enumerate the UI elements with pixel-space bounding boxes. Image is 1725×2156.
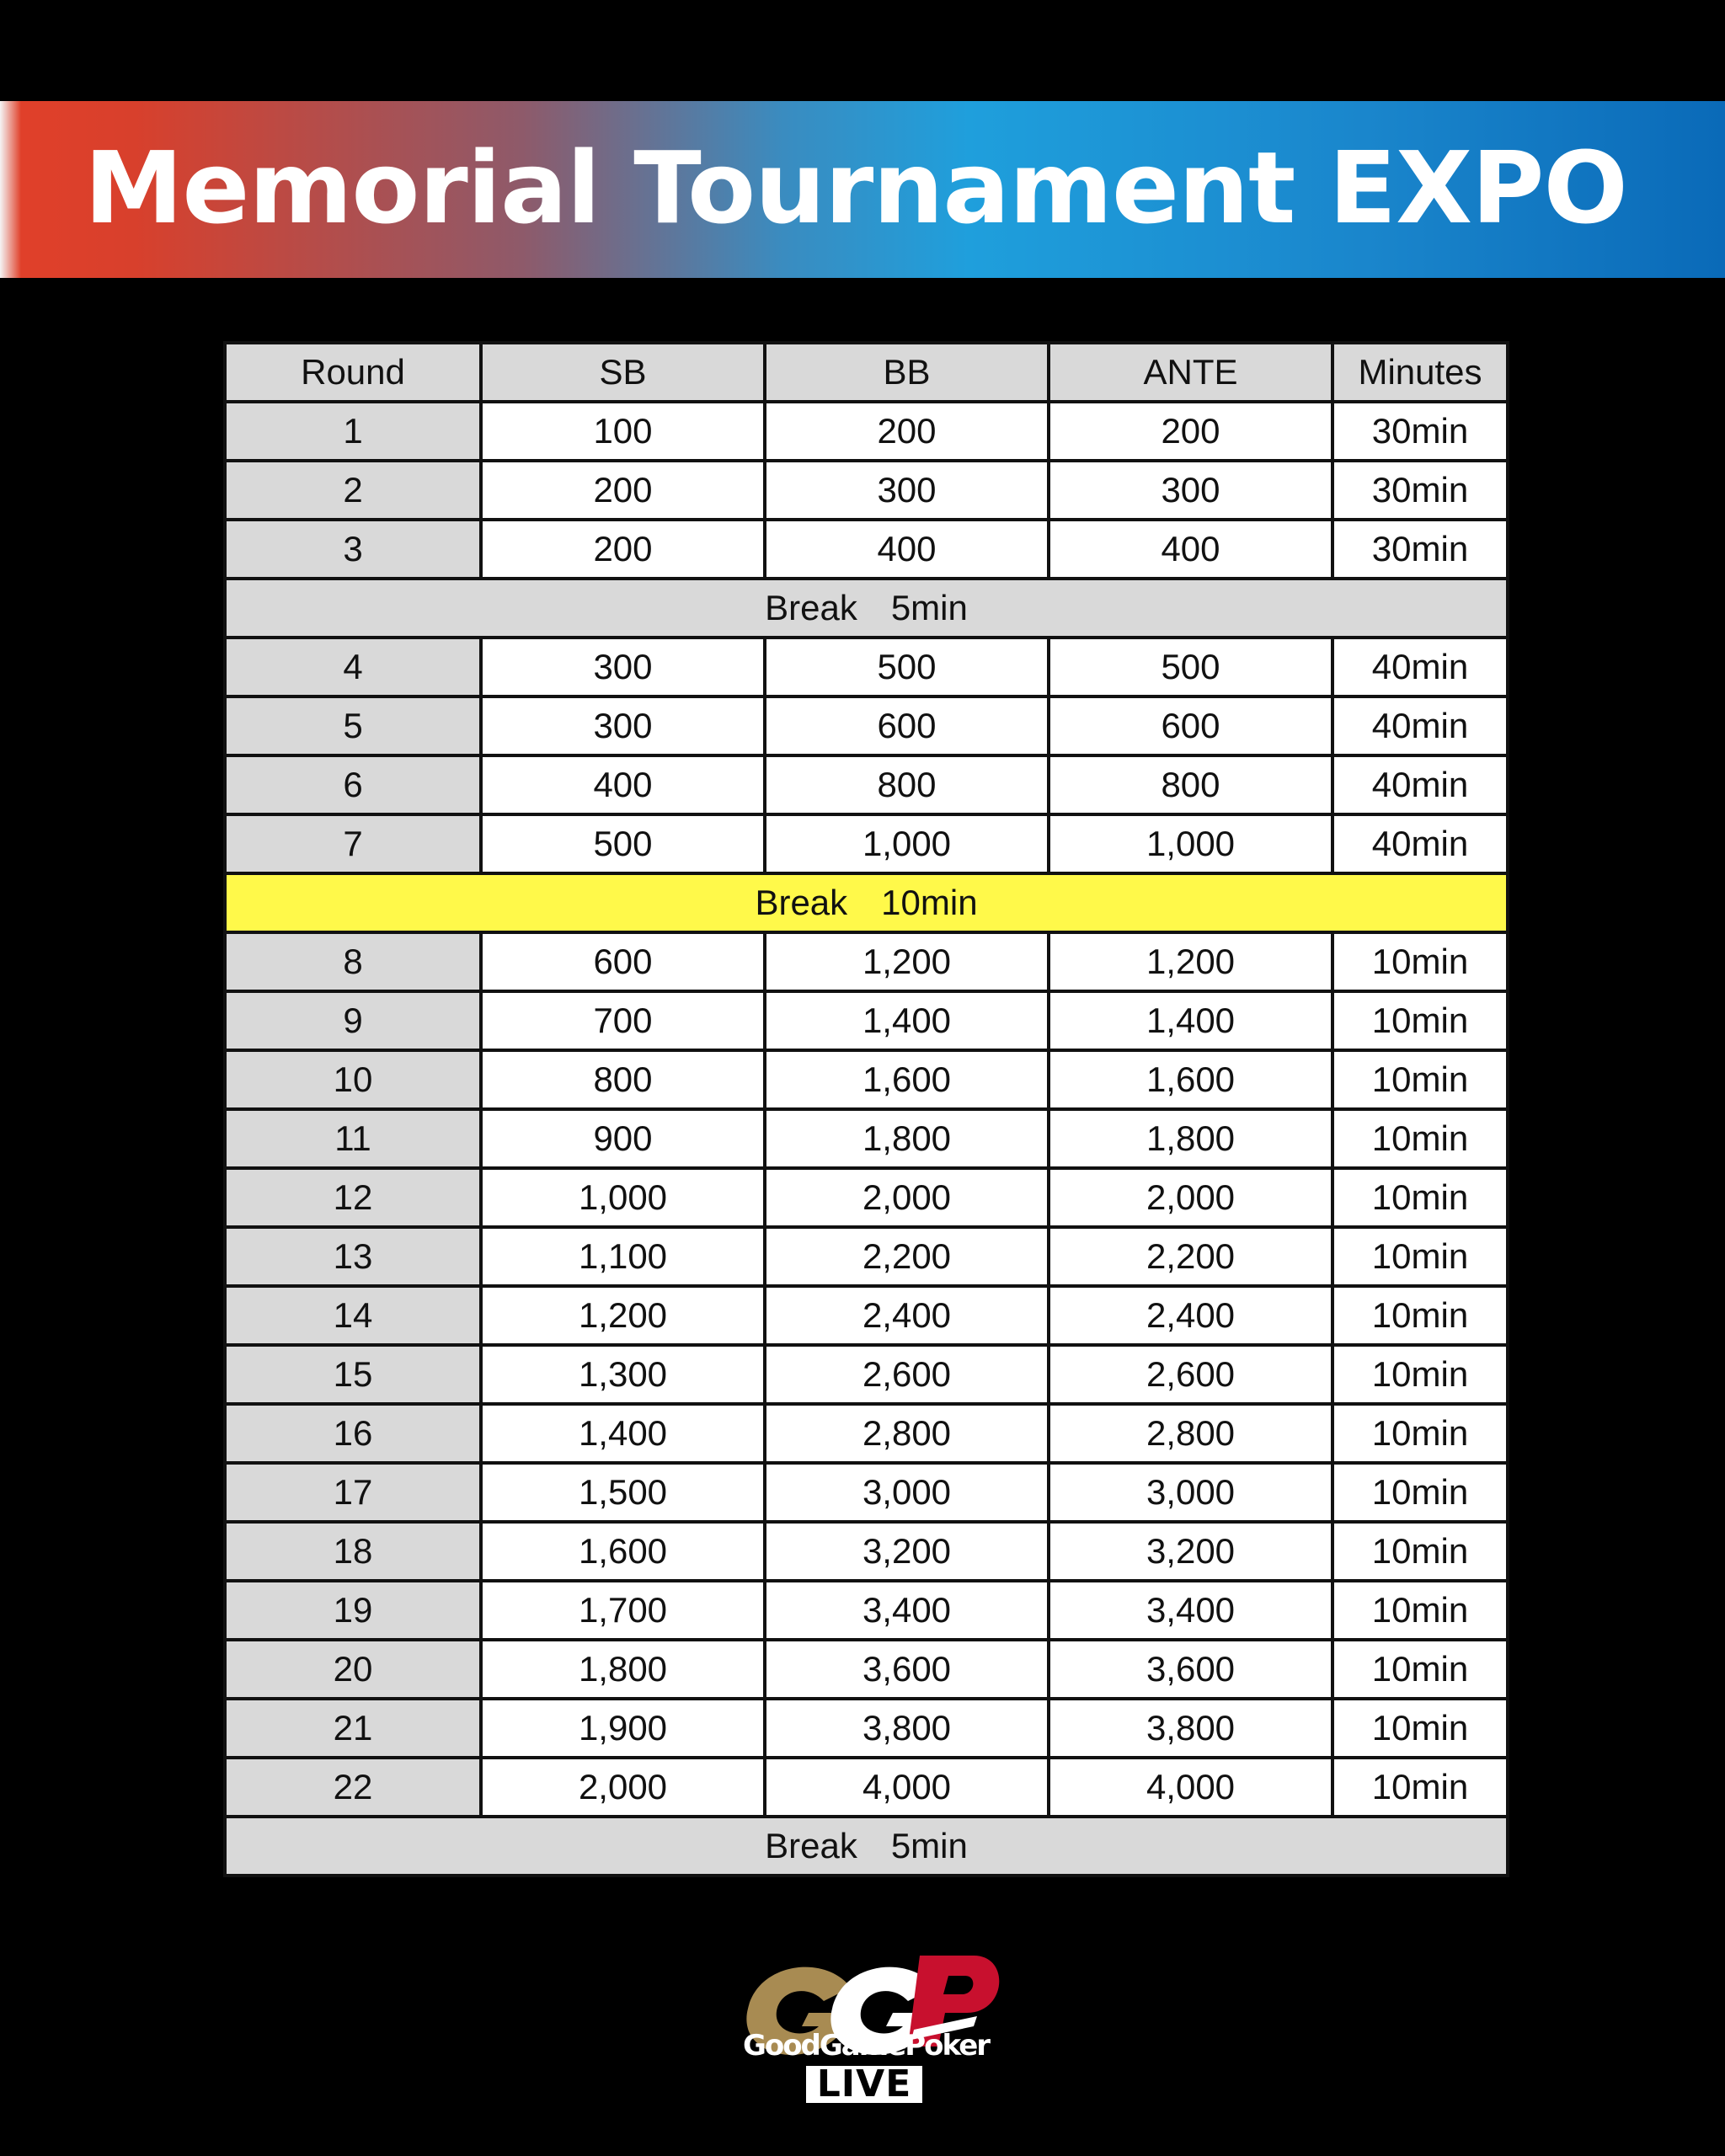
sb-cell: 700: [481, 991, 765, 1050]
bb-cell: 300: [765, 461, 1049, 520]
ante-cell: 4,000: [1049, 1758, 1332, 1817]
round-cell: 19: [225, 1581, 481, 1640]
ante-cell: 2,000: [1049, 1168, 1332, 1227]
round-cell: 16: [225, 1404, 481, 1463]
round-cell: 9: [225, 991, 481, 1050]
ante-cell: 300: [1049, 461, 1332, 520]
ante-cell: 1,800: [1049, 1109, 1332, 1168]
level-row: [225, 1286, 1508, 1345]
minutes-cell: 10min: [1332, 1109, 1508, 1168]
ante-cell: 3,600: [1049, 1640, 1332, 1699]
bb-cell: 500: [765, 638, 1049, 696]
bb-cell: 4,000: [765, 1758, 1049, 1817]
level-row: [225, 1168, 1508, 1227]
sb-cell: 500: [481, 814, 765, 873]
round-cell: 7: [225, 814, 481, 873]
ante-cell: 1,000: [1049, 814, 1332, 873]
bb-cell: 3,400: [765, 1581, 1049, 1640]
bb-cell: 400: [765, 520, 1049, 579]
sb-cell: 1,600: [481, 1522, 765, 1581]
level-row: [225, 1758, 1508, 1817]
minutes-cell: 10min: [1332, 1050, 1508, 1109]
level-row: [225, 520, 1508, 579]
round-cell: 8: [225, 932, 481, 991]
sb-cell: 1,500: [481, 1463, 765, 1522]
minutes-cell: 10min: [1332, 1227, 1508, 1286]
ante-cell: 3,200: [1049, 1522, 1332, 1581]
break-duration: 5min: [890, 588, 968, 627]
break-cell: [225, 1817, 1508, 1876]
round-cell: 17: [225, 1463, 481, 1522]
level-row: [225, 638, 1508, 696]
level-row: [225, 755, 1508, 814]
round-cell: 12: [225, 1168, 481, 1227]
level-row: [225, 1463, 1508, 1522]
level-row: [225, 696, 1508, 755]
sb-cell: 1,400: [481, 1404, 765, 1463]
break-row: [225, 873, 1508, 932]
ante-cell: 2,200: [1049, 1227, 1332, 1286]
level-row: [225, 1522, 1508, 1581]
round-cell: 1: [225, 402, 481, 461]
level-row: [225, 1640, 1508, 1699]
sb-cell: 200: [481, 461, 765, 520]
round-cell: 20: [225, 1640, 481, 1699]
blind-structure-table: [223, 341, 1509, 1877]
minutes-cell: 10min: [1332, 1640, 1508, 1699]
ante-cell: 200: [1049, 402, 1332, 461]
sb-cell: 1,700: [481, 1581, 765, 1640]
bb-cell: 3,000: [765, 1463, 1049, 1522]
minutes-cell: 30min: [1332, 402, 1508, 461]
bb-cell: 1,800: [765, 1109, 1049, 1168]
round-cell: 13: [225, 1227, 481, 1286]
break-row: [225, 1817, 1508, 1876]
round-cell: 14: [225, 1286, 481, 1345]
level-row: [225, 932, 1508, 991]
bb-cell: 600: [765, 696, 1049, 755]
logo-wordmark: GoodGamePoker: [742, 2029, 990, 2063]
level-row: [225, 991, 1508, 1050]
minutes-cell: 10min: [1332, 1463, 1508, 1522]
ante-cell: 1,400: [1049, 991, 1332, 1050]
level-row: [225, 1345, 1508, 1404]
sb-cell: 1,100: [481, 1227, 765, 1286]
header-sb: SB: [481, 343, 765, 402]
ante-cell: 600: [1049, 696, 1332, 755]
bb-cell: 1,000: [765, 814, 1049, 873]
minutes-cell: 10min: [1332, 991, 1508, 1050]
ante-cell: 1,600: [1049, 1050, 1332, 1109]
level-row: [225, 1404, 1508, 1463]
bb-cell: 1,600: [765, 1050, 1049, 1109]
page-title: Memorial Tournament EXPO: [84, 130, 1627, 246]
level-row: [225, 402, 1508, 461]
header-ante: ANTE: [1049, 343, 1332, 402]
level-row: [225, 1109, 1508, 1168]
bb-cell: 2,600: [765, 1345, 1049, 1404]
level-row: [225, 1699, 1508, 1758]
level-row: [225, 1050, 1508, 1109]
bb-cell: 2,800: [765, 1404, 1049, 1463]
ante-cell: 3,000: [1049, 1463, 1332, 1522]
break-duration: 10min: [881, 883, 978, 922]
round-cell: 18: [225, 1522, 481, 1581]
ante-cell: 500: [1049, 638, 1332, 696]
minutes-cell: 10min: [1332, 1699, 1508, 1758]
minutes-cell: 40min: [1332, 814, 1508, 873]
ante-cell: 1,200: [1049, 932, 1332, 991]
round-cell: 5: [225, 696, 481, 755]
bb-cell: 800: [765, 755, 1049, 814]
minutes-cell: 10min: [1332, 1522, 1508, 1581]
level-row: [225, 1227, 1508, 1286]
sb-cell: 2,000: [481, 1758, 765, 1817]
minutes-cell: 30min: [1332, 461, 1508, 520]
table-header-row: [225, 343, 1508, 402]
break-duration: 5min: [890, 1826, 968, 1865]
sb-cell: 300: [481, 696, 765, 755]
ante-cell: 3,400: [1049, 1581, 1332, 1640]
bb-cell: 3,600: [765, 1640, 1049, 1699]
round-cell: 4: [225, 638, 481, 696]
level-row: [225, 1581, 1508, 1640]
round-cell: 15: [225, 1345, 481, 1404]
level-row: [225, 461, 1508, 520]
break-label: Break: [755, 883, 848, 922]
sb-cell: 100: [481, 402, 765, 461]
title-banner: [0, 101, 1725, 278]
ante-cell: 400: [1049, 520, 1332, 579]
break-label: Break: [765, 1826, 857, 1865]
live-badge: LIVE: [804, 2063, 925, 2105]
sb-cell: 1,800: [481, 1640, 765, 1699]
round-cell: 21: [225, 1699, 481, 1758]
minutes-cell: 10min: [1332, 932, 1508, 991]
ante-cell: 2,600: [1049, 1345, 1332, 1404]
round-cell: 6: [225, 755, 481, 814]
sb-cell: 1,200: [481, 1286, 765, 1345]
sb-cell: 400: [481, 755, 765, 814]
break-label: Break: [765, 588, 857, 627]
sb-cell: 600: [481, 932, 765, 991]
minutes-cell: 10min: [1332, 1286, 1508, 1345]
sb-cell: 1,000: [481, 1168, 765, 1227]
break-row: [225, 579, 1508, 638]
ante-cell: 3,800: [1049, 1699, 1332, 1758]
minutes-cell: 40min: [1332, 696, 1508, 755]
sb-cell: 200: [481, 520, 765, 579]
bb-cell: 200: [765, 402, 1049, 461]
ante-cell: 2,400: [1049, 1286, 1332, 1345]
round-cell: 10: [225, 1050, 481, 1109]
bb-cell: 2,400: [765, 1286, 1049, 1345]
break-cell: [225, 873, 1508, 932]
minutes-cell: 40min: [1332, 638, 1508, 696]
minutes-cell: 10min: [1332, 1345, 1508, 1404]
ante-cell: 800: [1049, 755, 1332, 814]
round-cell: 3: [225, 520, 481, 579]
round-cell: 2: [225, 461, 481, 520]
round-cell: 11: [225, 1109, 481, 1168]
level-row: [225, 814, 1508, 873]
ante-cell: 2,800: [1049, 1404, 1332, 1463]
header-bb: BB: [765, 343, 1049, 402]
header-minutes: Minutes: [1332, 343, 1508, 402]
bb-cell: 1,400: [765, 991, 1049, 1050]
break-cell: [225, 579, 1508, 638]
bb-cell: 1,200: [765, 932, 1049, 991]
minutes-cell: 40min: [1332, 755, 1508, 814]
bb-cell: 2,000: [765, 1168, 1049, 1227]
minutes-cell: 10min: [1332, 1581, 1508, 1640]
sb-cell: 900: [481, 1109, 765, 1168]
minutes-cell: 30min: [1332, 520, 1508, 579]
sb-cell: 1,900: [481, 1699, 765, 1758]
minutes-cell: 10min: [1332, 1168, 1508, 1227]
sb-cell: 1,300: [481, 1345, 765, 1404]
minutes-cell: 10min: [1332, 1404, 1508, 1463]
sb-cell: 800: [481, 1050, 765, 1109]
sb-cell: 300: [481, 638, 765, 696]
bb-cell: 3,200: [765, 1522, 1049, 1581]
bb-cell: 2,200: [765, 1227, 1049, 1286]
bb-cell: 3,800: [765, 1699, 1049, 1758]
minutes-cell: 10min: [1332, 1758, 1508, 1817]
header-round: Round: [225, 343, 481, 402]
round-cell: 22: [225, 1758, 481, 1817]
